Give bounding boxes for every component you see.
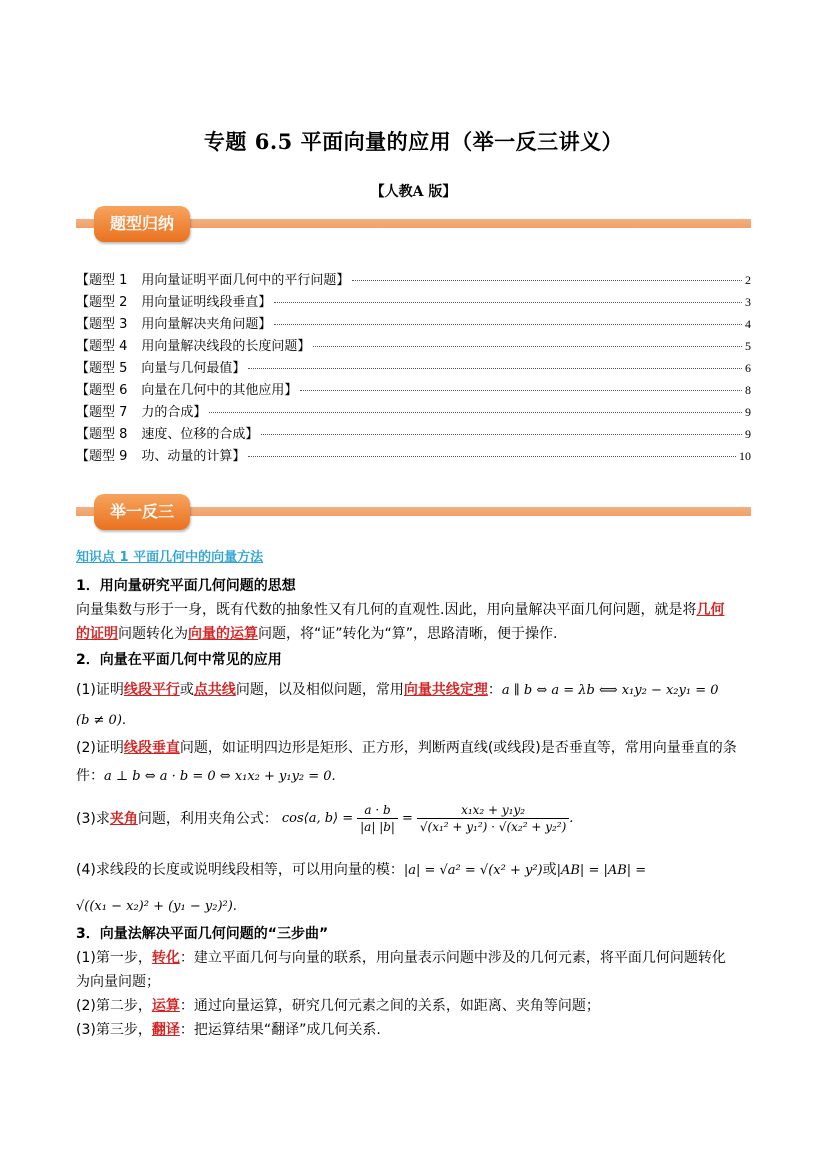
section-1-paragraph xyxy=(76,598,754,646)
toc-item[interactable] xyxy=(76,335,751,357)
step-2 xyxy=(76,994,754,1018)
highlight: 夹角 xyxy=(109,810,138,827)
table-of-contents xyxy=(76,269,751,467)
item-4-line-2 xyxy=(76,894,754,919)
section-2-heading: 2．向量在平面几何中常见的应用 xyxy=(76,652,282,668)
toc-label: 【题型 4 xyxy=(76,339,128,354)
toc-item[interactable] xyxy=(76,379,751,401)
text: 件： xyxy=(76,768,104,784)
text: ：建立平面几何与向量的联系，用向量表示问题中涉及的几何元素，将平面几何问题转化 xyxy=(179,950,726,966)
toc-label: 【题型 1 xyxy=(76,273,128,288)
toc-page-number: 8 xyxy=(745,383,751,397)
toc-leader xyxy=(274,324,742,325)
edition-label: 【人教A 版】 xyxy=(370,184,457,200)
item-2-line-2 xyxy=(76,764,754,789)
text: 或 xyxy=(179,682,194,698)
highlight: 线段平行 xyxy=(123,682,180,698)
text: 问题转化为 xyxy=(118,626,188,642)
toc-label: 【题型 2 xyxy=(76,295,128,310)
toc-label: 【题型 3 xyxy=(76,317,128,332)
toc-leader xyxy=(209,412,742,413)
toc-label: 【题型 5 xyxy=(76,361,128,376)
toc-leader xyxy=(248,368,742,369)
page-title: 专题 6.5 平面向量的应用（举一反三讲义） xyxy=(203,129,624,154)
highlight: 线段垂直 xyxy=(123,740,180,756)
highlight: 转化 xyxy=(151,950,180,966)
text: 问题，以及相似问题，常用 xyxy=(235,682,404,698)
section-3-heading: 3．向量法解决平面几何问题的“三步曲” xyxy=(76,926,329,942)
section-3-steps xyxy=(76,946,754,1042)
toc-leader xyxy=(300,390,742,391)
text: (1)证明 xyxy=(76,682,124,698)
text: (3)求 xyxy=(76,810,110,827)
text: 问题，如证明四边形是矩形、正方形，判断两直线(或线段)是否垂直等，常用向量垂直的条 xyxy=(179,740,737,756)
toc-page-number: 9 xyxy=(745,427,751,441)
section-banner-question-types xyxy=(76,206,751,242)
toc-page-number: 6 xyxy=(745,361,751,375)
formula: (b ≠ 0). xyxy=(76,713,127,728)
toc-title: 用向量解决夹角问题】 xyxy=(141,317,272,332)
formula-cos: cos⟨a, b⟩ = xyxy=(281,810,354,826)
toc-page-number: 3 xyxy=(745,295,751,309)
toc-title: 力的合成】 xyxy=(141,405,207,420)
period: . xyxy=(569,810,574,826)
highlight: 翻译 xyxy=(151,1022,180,1038)
numerator: a · b xyxy=(357,802,398,819)
fraction-2 xyxy=(417,802,569,835)
formula: a ∥ b ⇔ a = λb ⟺ x₁y₂ − x₂y₁ = 0 xyxy=(501,683,719,698)
text: 问题，将“证”转化为“算”，思路清晰，便于操作. xyxy=(258,626,558,642)
text: (1)第一步， xyxy=(76,950,152,966)
toc-item[interactable] xyxy=(76,401,751,423)
section-1-heading: 1．用向量研究平面几何问题的思想 xyxy=(76,578,296,594)
highlight: 点共线 xyxy=(193,682,236,698)
highlight: 向量共线定理 xyxy=(403,682,488,698)
text: (3)第三步， xyxy=(76,1022,152,1038)
text: ： xyxy=(487,682,502,698)
toc-page-number: 9 xyxy=(745,405,751,419)
toc-title: 用向量证明平面几何中的平行问题】 xyxy=(141,273,350,288)
toc-title: 速度、位移的合成】 xyxy=(141,427,259,442)
text: 向量集数与形于一身，既有代数的抽象性又有几何的直观性.因此，用向量解决平面几何问题，就是将 xyxy=(76,602,697,618)
text: 问题，利用夹角公式： xyxy=(137,810,278,827)
toc-title: 用向量解决线段的长度问题】 xyxy=(141,339,311,354)
toc-title: 用向量证明线段垂直】 xyxy=(141,295,272,310)
toc-leader xyxy=(248,456,736,457)
text: (2)证明 xyxy=(76,740,124,756)
toc-label: 【题型 8 xyxy=(76,427,128,442)
toc-page-number: 2 xyxy=(745,273,751,287)
text: ：把运算结果“翻译”成几何关系. xyxy=(179,1022,381,1038)
step-3 xyxy=(76,1018,754,1042)
formula: a ⊥ b ⇔ a · b = 0 ⇔ x₁x₂ + y₁y₂ = 0. xyxy=(104,769,336,784)
banner-label: 题型归纳 xyxy=(94,206,190,242)
toc-leader xyxy=(261,434,742,435)
toc-page-number: 10 xyxy=(739,449,751,463)
toc-title: 向量与几何最值】 xyxy=(141,361,246,376)
toc-item[interactable] xyxy=(76,423,751,445)
item-1-line-2 xyxy=(76,708,754,733)
section-banner-examples xyxy=(76,494,751,530)
item-3-line xyxy=(76,802,754,835)
item-1-line-1 xyxy=(76,678,754,703)
toc-page-number: 4 xyxy=(745,317,751,331)
fraction-1 xyxy=(357,802,398,835)
highlight: 的证明 xyxy=(76,626,118,642)
knowledge-point-heading: 知识点 1 平面几何中的向量方法 xyxy=(76,550,264,565)
denominator: √(x₁² + y₁²) · √(x₂² + y₂²) xyxy=(419,820,567,834)
item-4-line-1 xyxy=(76,858,754,883)
toc-item[interactable] xyxy=(76,269,751,291)
toc-label: 【题型 6 xyxy=(76,383,128,398)
text: 或 xyxy=(542,862,557,878)
toc-label: 【题型 9 xyxy=(76,449,128,464)
toc-label: 【题型 7 xyxy=(76,405,128,420)
formula: |AB| = |AB| = xyxy=(556,863,647,878)
toc-leader xyxy=(313,346,742,347)
toc-page-number: 5 xyxy=(745,339,751,353)
text: ：通过向量运算，研究几何元素之间的关系，如距离、夹角等问题； xyxy=(179,998,600,1014)
numerator: x₁x₂ + y₁y₂ xyxy=(417,802,569,819)
toc-item[interactable] xyxy=(76,313,751,335)
text: (2)第二步， xyxy=(76,998,152,1014)
equals: = xyxy=(401,810,413,826)
formula: √((x₁ − x₂)² + (y₁ − y₂)²). xyxy=(76,899,237,914)
highlight: 向量的运算 xyxy=(188,626,258,642)
toc-item[interactable] xyxy=(76,357,751,379)
denominator: |a| |b| xyxy=(360,820,395,834)
toc-leader xyxy=(352,280,742,281)
formula: |a| = √a² = √(x² + y²) xyxy=(403,863,543,878)
step-1-cont: 为向量问题； xyxy=(76,974,160,990)
highlight: 几何 xyxy=(696,602,725,618)
highlight: 运算 xyxy=(151,998,180,1014)
toc-item[interactable] xyxy=(76,445,751,467)
banner-label: 举一反三 xyxy=(94,494,190,530)
toc-title: 向量在几何中的其他应用】 xyxy=(141,383,298,398)
toc-leader xyxy=(274,302,742,303)
step-1 xyxy=(76,946,754,970)
toc-item[interactable] xyxy=(76,291,751,313)
item-2-line-1 xyxy=(76,736,754,760)
text: (4)求线段的长度或说明线段相等，可以用向量的模： xyxy=(76,862,404,878)
toc-title: 功、动量的计算】 xyxy=(141,449,246,464)
